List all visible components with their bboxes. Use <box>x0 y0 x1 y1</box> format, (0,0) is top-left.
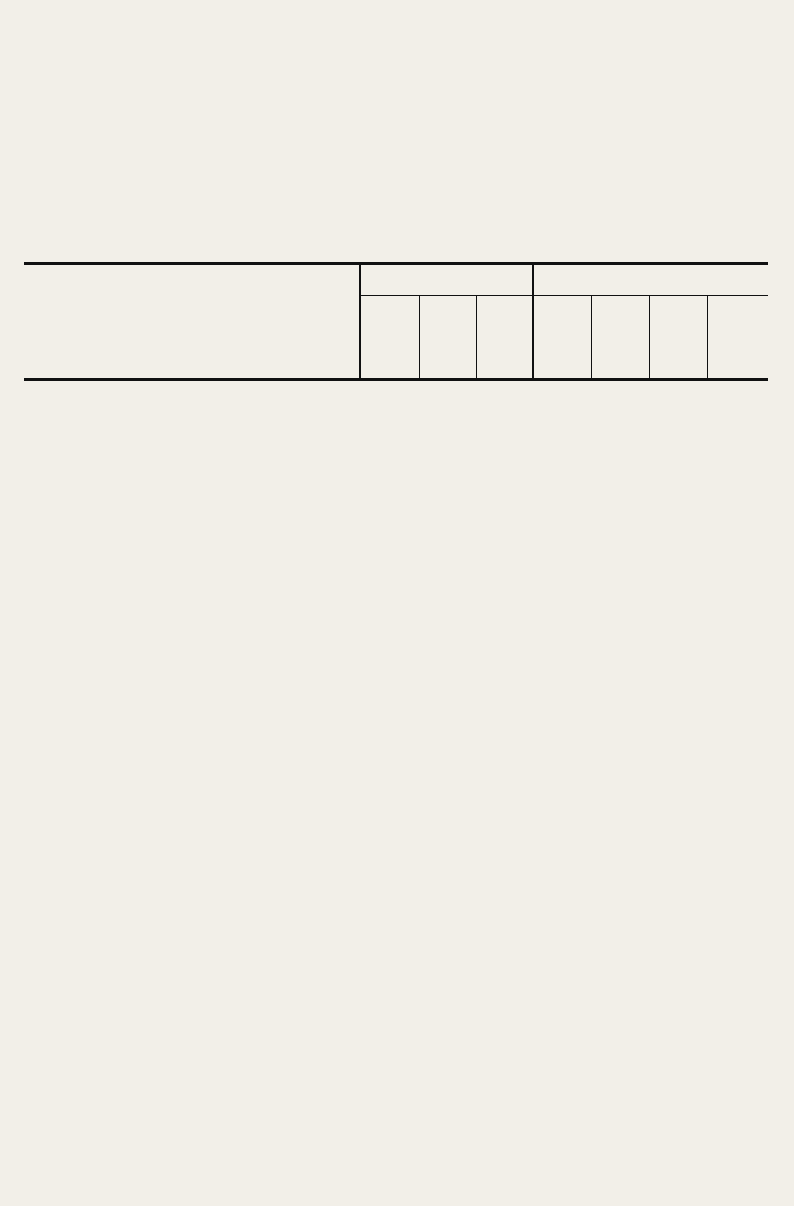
col-beamte-1946 <box>533 296 591 380</box>
col-aushilfsangestellte-1946 <box>649 296 707 380</box>
col-arbeiter-1936 <box>476 296 533 380</box>
group-brace <box>24 381 324 531</box>
column-group-1936 <box>360 264 533 296</box>
col-beamte-1936 <box>360 296 419 380</box>
col-arbeiter-1946 <box>707 296 768 380</box>
staff-table <box>24 262 768 381</box>
column-group-1946 <box>533 264 768 296</box>
column-header-description <box>24 264 360 380</box>
staff-table-container <box>24 262 768 381</box>
col-angestellte-1946 <box>591 296 649 380</box>
col-angestellte-1936 <box>419 296 476 380</box>
